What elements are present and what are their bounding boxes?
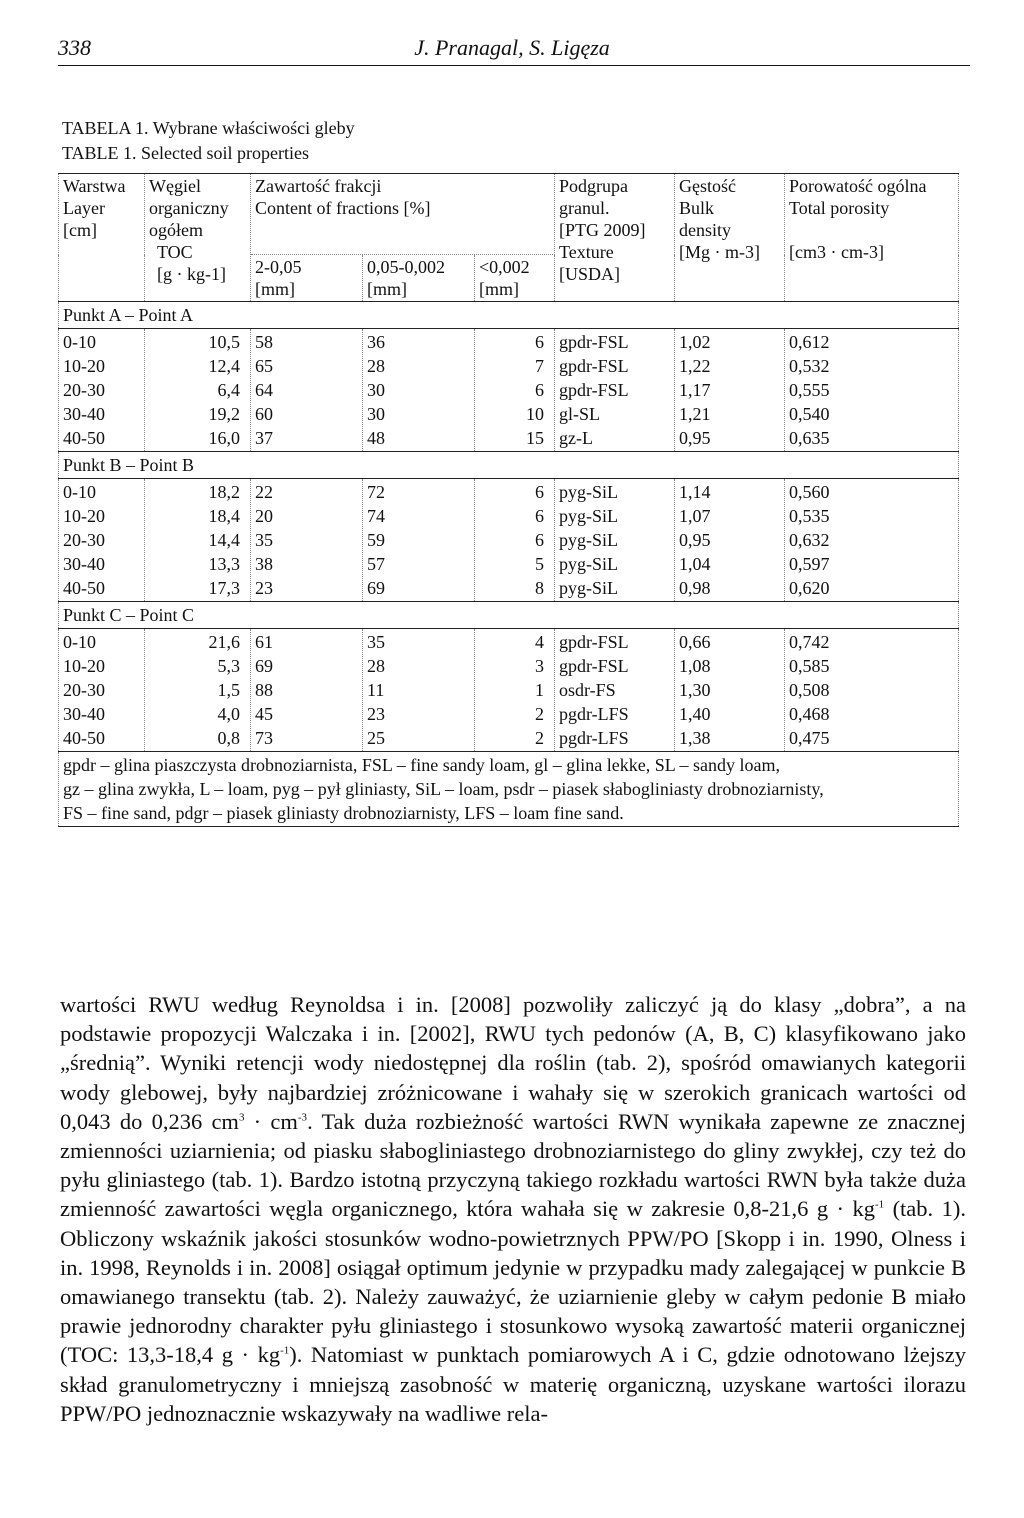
table-cell: 30-40 <box>63 554 105 574</box>
table-cell: 1,5 <box>217 680 240 700</box>
table-cell: 8 <box>535 578 544 598</box>
table-cell: 5,3 <box>217 656 240 676</box>
column-cell-5 <box>555 329 675 452</box>
group-label-row <box>59 302 959 329</box>
body-text-part-3: (tab. 1). Obliczony wskaźnik jakości stosunków wodno-powietrznych PPW/PO [Skopp i in. 1990, Olness i in. 1998, Reynolds i in. 2008] osiągał optimum jedynie w przypadku mady zalegającej w punkcie B omawianego transektu (tab. 2). Należy zauważyć, że uziarnienie gleby w całym pedonie B miało prawie jednorodny charakter pyłu gliniastego i stosunkowo wysoką zawartość materii organicznej (TOC: 13,3-18,4 g · kg <box>60 1196 966 1368</box>
table-cell: 30 <box>367 404 385 424</box>
header-density: Gęstość Bulk density [Mg · m-3] <box>675 174 785 302</box>
column-cell-2 <box>251 329 363 452</box>
table-cell: pyg-SiL <box>559 482 619 502</box>
table-cell: 6,4 <box>217 380 240 400</box>
table-cell: 58 <box>255 332 273 352</box>
body-paragraph: wartości RWU według Reynoldsa i in. [2008] pozwoliły zaliczyć ją do klasy „dobra”, a na podstawie propozycji Walczaka i in. [2002], RWU tych pedonów (A, B, C) klasyfikowano jako „średnią”. Wyniki retencji wody niedostępnej dla roślin (tab. 2), spośród omawianych kategorii wody glebowej, były najbardziej zróżnicowane i wahały się w szerokich granicach wartości od 0,043 do 0,236 $cm^3 \cdot cm^{-3}$. Tak duża rozbieżność wartości RWN wynikała zapewne ze znacznej zmienności uziarnienia; od piasku słabogliniastego drobnoziarnistego do gliny zwykłej, czy też do pyłu gliniastego (tab. 1). Bardzo istotną przyczyną takiego rozkładu wartości RWN była także duża zmienność zawartości węgla organicznego, która wahała się w zakresie 0,8-21,6 $g \cdot kg^{-1}$ (tab. 1). Obliczony wskaźnik jakości stosunków wodno-powietrznych PPW/PO [Skopp i in. 1990, Olness i in. 1998, Reynolds i in. 2008] osiągał optimum jedynie w przypadku mady zalegającej w punkcie B omawianego transektu (tab. 2). Należy zauważyć, że uziarnienie gleby w całym pedonie B miało prawie jednorodny charakter pyłu gliniastego i stosunkowo wysoką zawartość materii organicznej (TOC: 13,3-18,4 $g \cdot kg^{-1}$). Natomiast w punktach pomiarowych A i C, gdzie odnotowano lżejszy skład granulometryczny i mniejszą zasobność w materię organiczną, uzyskane wartości ilorazu PPW/PO jednoznacznie wskazywały na wadliwe rela- <box>60 992 966 1426</box>
table-cell: 0,585 <box>789 656 830 676</box>
column-cell-2 <box>251 629 363 752</box>
table-cell: 10-20 <box>63 506 105 526</box>
table-cell: 20 <box>255 506 273 526</box>
table-cell: 20-30 <box>63 680 105 700</box>
table-cell: 0,468 <box>789 704 830 724</box>
table-cell: 73 <box>255 728 273 748</box>
column-cell-3 <box>363 479 475 602</box>
table-cell: 1,22 <box>679 356 711 376</box>
table-cell: 35 <box>255 530 273 550</box>
column-cell-3 <box>363 629 475 752</box>
table-caption-en: TABLE 1. Selected soil properties <box>62 143 309 163</box>
table-cell: 0,635 <box>789 428 830 448</box>
table-cell: 0,540 <box>789 404 830 424</box>
table-cell: 7 <box>535 356 544 376</box>
header-rule <box>58 65 970 66</box>
table-cell: 21,6 <box>208 632 240 652</box>
table-cell: gpdr-FSL <box>559 356 629 376</box>
table-cell: 0,612 <box>789 332 830 352</box>
table-cell: 10,5 <box>208 332 240 352</box>
column-cell-6 <box>675 329 785 452</box>
table-cell: 69 <box>255 656 273 676</box>
table-cell: gpdr-FSL <box>559 332 629 352</box>
table-cell: 28 <box>367 356 385 376</box>
table-cell: 17,3 <box>208 578 240 598</box>
table-cell: 38 <box>255 554 273 574</box>
table-cell: 40-50 <box>63 728 105 748</box>
table-cell: 40-50 <box>63 428 105 448</box>
table-cell: 64 <box>255 380 273 400</box>
table-cell: pgdr-LFS <box>559 704 629 724</box>
column-cell-7 <box>785 629 959 752</box>
table-cell: 1 <box>535 680 544 700</box>
table-cell: 15 <box>526 428 544 448</box>
legend-line: gz – glina zwykła, L – loam, pyg – pył gliniasty, SiL – loam, psdr – piasek słabogliniasty drobnoziarnisty, <box>63 779 824 799</box>
table-cell: 65 <box>255 356 273 376</box>
table-cell: 23 <box>255 578 273 598</box>
group-data-block <box>59 479 959 602</box>
table-cell: 6 <box>535 380 544 400</box>
table-cell: 69 <box>367 578 385 598</box>
soil-properties-table <box>58 173 959 827</box>
table-cell: 22 <box>255 482 273 502</box>
table-cell: 4 <box>535 632 544 652</box>
table-cell: 13,3 <box>208 554 240 574</box>
table-cell: 1,38 <box>679 728 711 748</box>
table-cell: 18,2 <box>208 482 240 502</box>
table-cell: 2 <box>535 728 544 748</box>
table-cell: 10 <box>526 404 544 424</box>
table-cell: 0-10 <box>63 632 96 652</box>
table-cell: 6 <box>535 332 544 352</box>
column-cell-0 <box>59 479 145 602</box>
table-cell: 4,0 <box>217 704 240 724</box>
table-cell: 0,66 <box>679 632 711 652</box>
body-text-part-1: wartości RWU według Reynoldsa i in. [2008] pozwoliły zaliczyć ją do klasy „dobra”, a na podstawie propozycji Walczaka i in. [2002], RWU tych pedonów (A, B, C) klasyfikowano jako „średnią”. Wyniki retencji wody niedostępnej dla roślin (tab. 2), spośród omawianych kategorii wody glebowej, były najbardziej zróżnicowane i wahały się w szerokich granicach wartości od 0,043 do 0,236 cm <box>60 992 966 1134</box>
column-cell-6 <box>675 479 785 602</box>
table-cell: 0,632 <box>789 530 830 550</box>
table-cell: 57 <box>367 554 385 574</box>
legend <box>59 752 959 827</box>
table-cell: 0,555 <box>789 380 830 400</box>
header-layer: Warstwa Layer [cm] <box>59 174 145 302</box>
table-cell: 0-10 <box>63 482 96 502</box>
table-cell: 1,30 <box>679 680 711 700</box>
column-cell-4 <box>475 629 555 752</box>
table-cell: 59 <box>367 530 385 550</box>
table-cell: 37 <box>255 428 273 448</box>
table-cell: 60 <box>255 404 273 424</box>
table-cell: 40-50 <box>63 578 105 598</box>
table-cell: 25 <box>367 728 385 748</box>
group-label: Punkt A – Point A <box>59 302 959 329</box>
table-cell: 0,535 <box>789 506 830 526</box>
column-cell-1 <box>145 479 251 602</box>
group-label: Punkt B – Point B <box>59 452 959 479</box>
table-cell: pyg-SiL <box>559 530 619 550</box>
table-cell: 35 <box>367 632 385 652</box>
column-cell-6 <box>675 629 785 752</box>
table-cell: 0,475 <box>789 728 830 748</box>
table-cell: 1,08 <box>679 656 711 676</box>
table-cell: gpdr-FSL <box>559 380 629 400</box>
table-cell: 48 <box>367 428 385 448</box>
table-cell: 0-10 <box>63 332 96 352</box>
body-text-part-2: . Tak duża rozbieżność wartości RWN wynikała zapewne ze znacznej zmienności uziarnienia; od piasku słabogliniastego drobnoziarnistego do gliny zwykłej, czy też do pyłu gliniastego (tab. 1). Bardzo istotną przyczyną takiego rozkładu wartości RWN była także duża zmienność zawartości węgla organicznego, która wahała się w zakresie 0,8-21,6 g · kg <box>60 1108 966 1222</box>
table-cell: 19,2 <box>208 404 240 424</box>
column-cell-0 <box>59 629 145 752</box>
table-cell: 0,742 <box>789 632 830 652</box>
header-fraction-sand: 2-0,05 [mm] <box>251 255 363 302</box>
table-cell: 1,07 <box>679 506 711 526</box>
table-cell: 5 <box>535 554 544 574</box>
table-cell: 1,02 <box>679 332 711 352</box>
column-cell-7 <box>785 479 959 602</box>
table-cell: 1,40 <box>679 704 711 724</box>
table-cell: 30-40 <box>63 704 105 724</box>
table-cell: pgdr-LFS <box>559 728 629 748</box>
table-cell: gpdr-FSL <box>559 632 629 652</box>
table-cell: 45 <box>255 704 273 724</box>
table-cell: gl-SL <box>559 404 601 424</box>
group-label: Punkt C – Point C <box>59 602 959 629</box>
table-cell: osdr-FS <box>559 680 616 700</box>
table-cell: 6 <box>535 506 544 526</box>
table-header-row <box>59 174 959 255</box>
table-cell: 72 <box>367 482 385 502</box>
table-cell: 10-20 <box>63 356 105 376</box>
table-cell: 18,4 <box>208 506 240 526</box>
table-cell: 23 <box>367 704 385 724</box>
table-cell: 0,532 <box>789 356 830 376</box>
table-cell: 61 <box>255 632 273 652</box>
table-cell: 0,620 <box>789 578 830 598</box>
table-cell: gz-L <box>559 428 593 448</box>
table-cell: 20-30 <box>63 380 105 400</box>
table-cell: 1,14 <box>679 482 711 502</box>
header-porosity: Porowatość ogólna Total porosity [cm3 · cm-3] <box>785 174 959 302</box>
table-cell: 88 <box>255 680 273 700</box>
table-cell: gpdr-FSL <box>559 656 629 676</box>
group-data-block <box>59 329 959 452</box>
table-cell: pyg-SiL <box>559 506 619 526</box>
table-cell: 1,21 <box>679 404 711 424</box>
table-cell: 0,597 <box>789 554 830 574</box>
table-cell: 14,4 <box>208 530 240 550</box>
table-cell: 2 <box>535 704 544 724</box>
table-cell: 0,95 <box>679 530 711 550</box>
table-caption-pl: TABELA 1. Wybrane właściwości gleby <box>62 118 355 138</box>
group-data-block <box>59 629 959 752</box>
column-cell-7 <box>785 329 959 452</box>
header-fraction-clay: <0,002 [mm] <box>475 255 555 302</box>
page-number: 338 <box>58 35 91 60</box>
group-label-row <box>59 602 959 629</box>
column-cell-0 <box>59 329 145 452</box>
header-toc: Węgiel organiczny ogółem TOC [g · kg-1] <box>145 174 251 302</box>
table-cell: 0,98 <box>679 578 711 598</box>
column-cell-2 <box>251 479 363 602</box>
column-cell-5 <box>555 479 675 602</box>
table-cell: 74 <box>367 506 385 526</box>
table-cell: 0,8 <box>217 728 240 748</box>
column-cell-4 <box>475 479 555 602</box>
table-cell: 6 <box>535 482 544 502</box>
legend-row <box>59 752 959 827</box>
table-cell: 16,0 <box>208 428 240 448</box>
running-title: J. Pranagal, S. Ligęza <box>414 35 610 60</box>
table-cell: 12,4 <box>208 356 240 376</box>
column-cell-1 <box>145 629 251 752</box>
body-text-part-4: ). Natomiast w punktach pomiarowych A i C, gdzie odnotowano lżejszy skład granulometryczny i mniejszą zasobność w materię organiczną, uzyskane wartości ilorazu PPW/PO jednoznacznie wskazywały na wadliwe rela- <box>60 1342 966 1426</box>
table-cell: 36 <box>367 332 385 352</box>
header-fractions: Zawartość frakcji Content of fractions [%] <box>251 174 555 255</box>
table-cell: 0,560 <box>789 482 830 502</box>
column-cell-5 <box>555 629 675 752</box>
table-cell: 11 <box>367 680 385 700</box>
column-cell-1 <box>145 329 251 452</box>
table-cell: 6 <box>535 530 544 550</box>
column-cell-3 <box>363 329 475 452</box>
header-fraction-silt: 0,05-0,002 [mm] <box>363 255 475 302</box>
table-cell: pyg-SiL <box>559 554 619 574</box>
table-cell: 30 <box>367 380 385 400</box>
legend-line: gpdr – glina piaszczysta drobnoziarnista, FSL – fine sandy loam, gl – glina lekke, SL – sandy loam, <box>63 755 781 775</box>
table-cell: 1,04 <box>679 554 711 574</box>
column-cell-4 <box>475 329 555 452</box>
table-cell: 0,508 <box>789 680 830 700</box>
table-cell: 0,95 <box>679 428 711 448</box>
header-subgroup: Podgrupa granul. [PTG 2009] Texture [USDA] <box>555 174 675 302</box>
group-label-row <box>59 452 959 479</box>
table-cell: 1,17 <box>679 380 711 400</box>
legend-line: FS – fine sand, pdgr – piasek gliniasty drobnoziarnisty, LFS – loam fine sand. <box>63 803 624 823</box>
table-cell: 30-40 <box>63 404 105 424</box>
table-cell: 20-30 <box>63 530 105 550</box>
table-cell: 28 <box>367 656 385 676</box>
table-cell: pyg-SiL <box>559 578 619 598</box>
table-cell: 3 <box>535 656 544 676</box>
table-cell: 10-20 <box>63 656 105 676</box>
